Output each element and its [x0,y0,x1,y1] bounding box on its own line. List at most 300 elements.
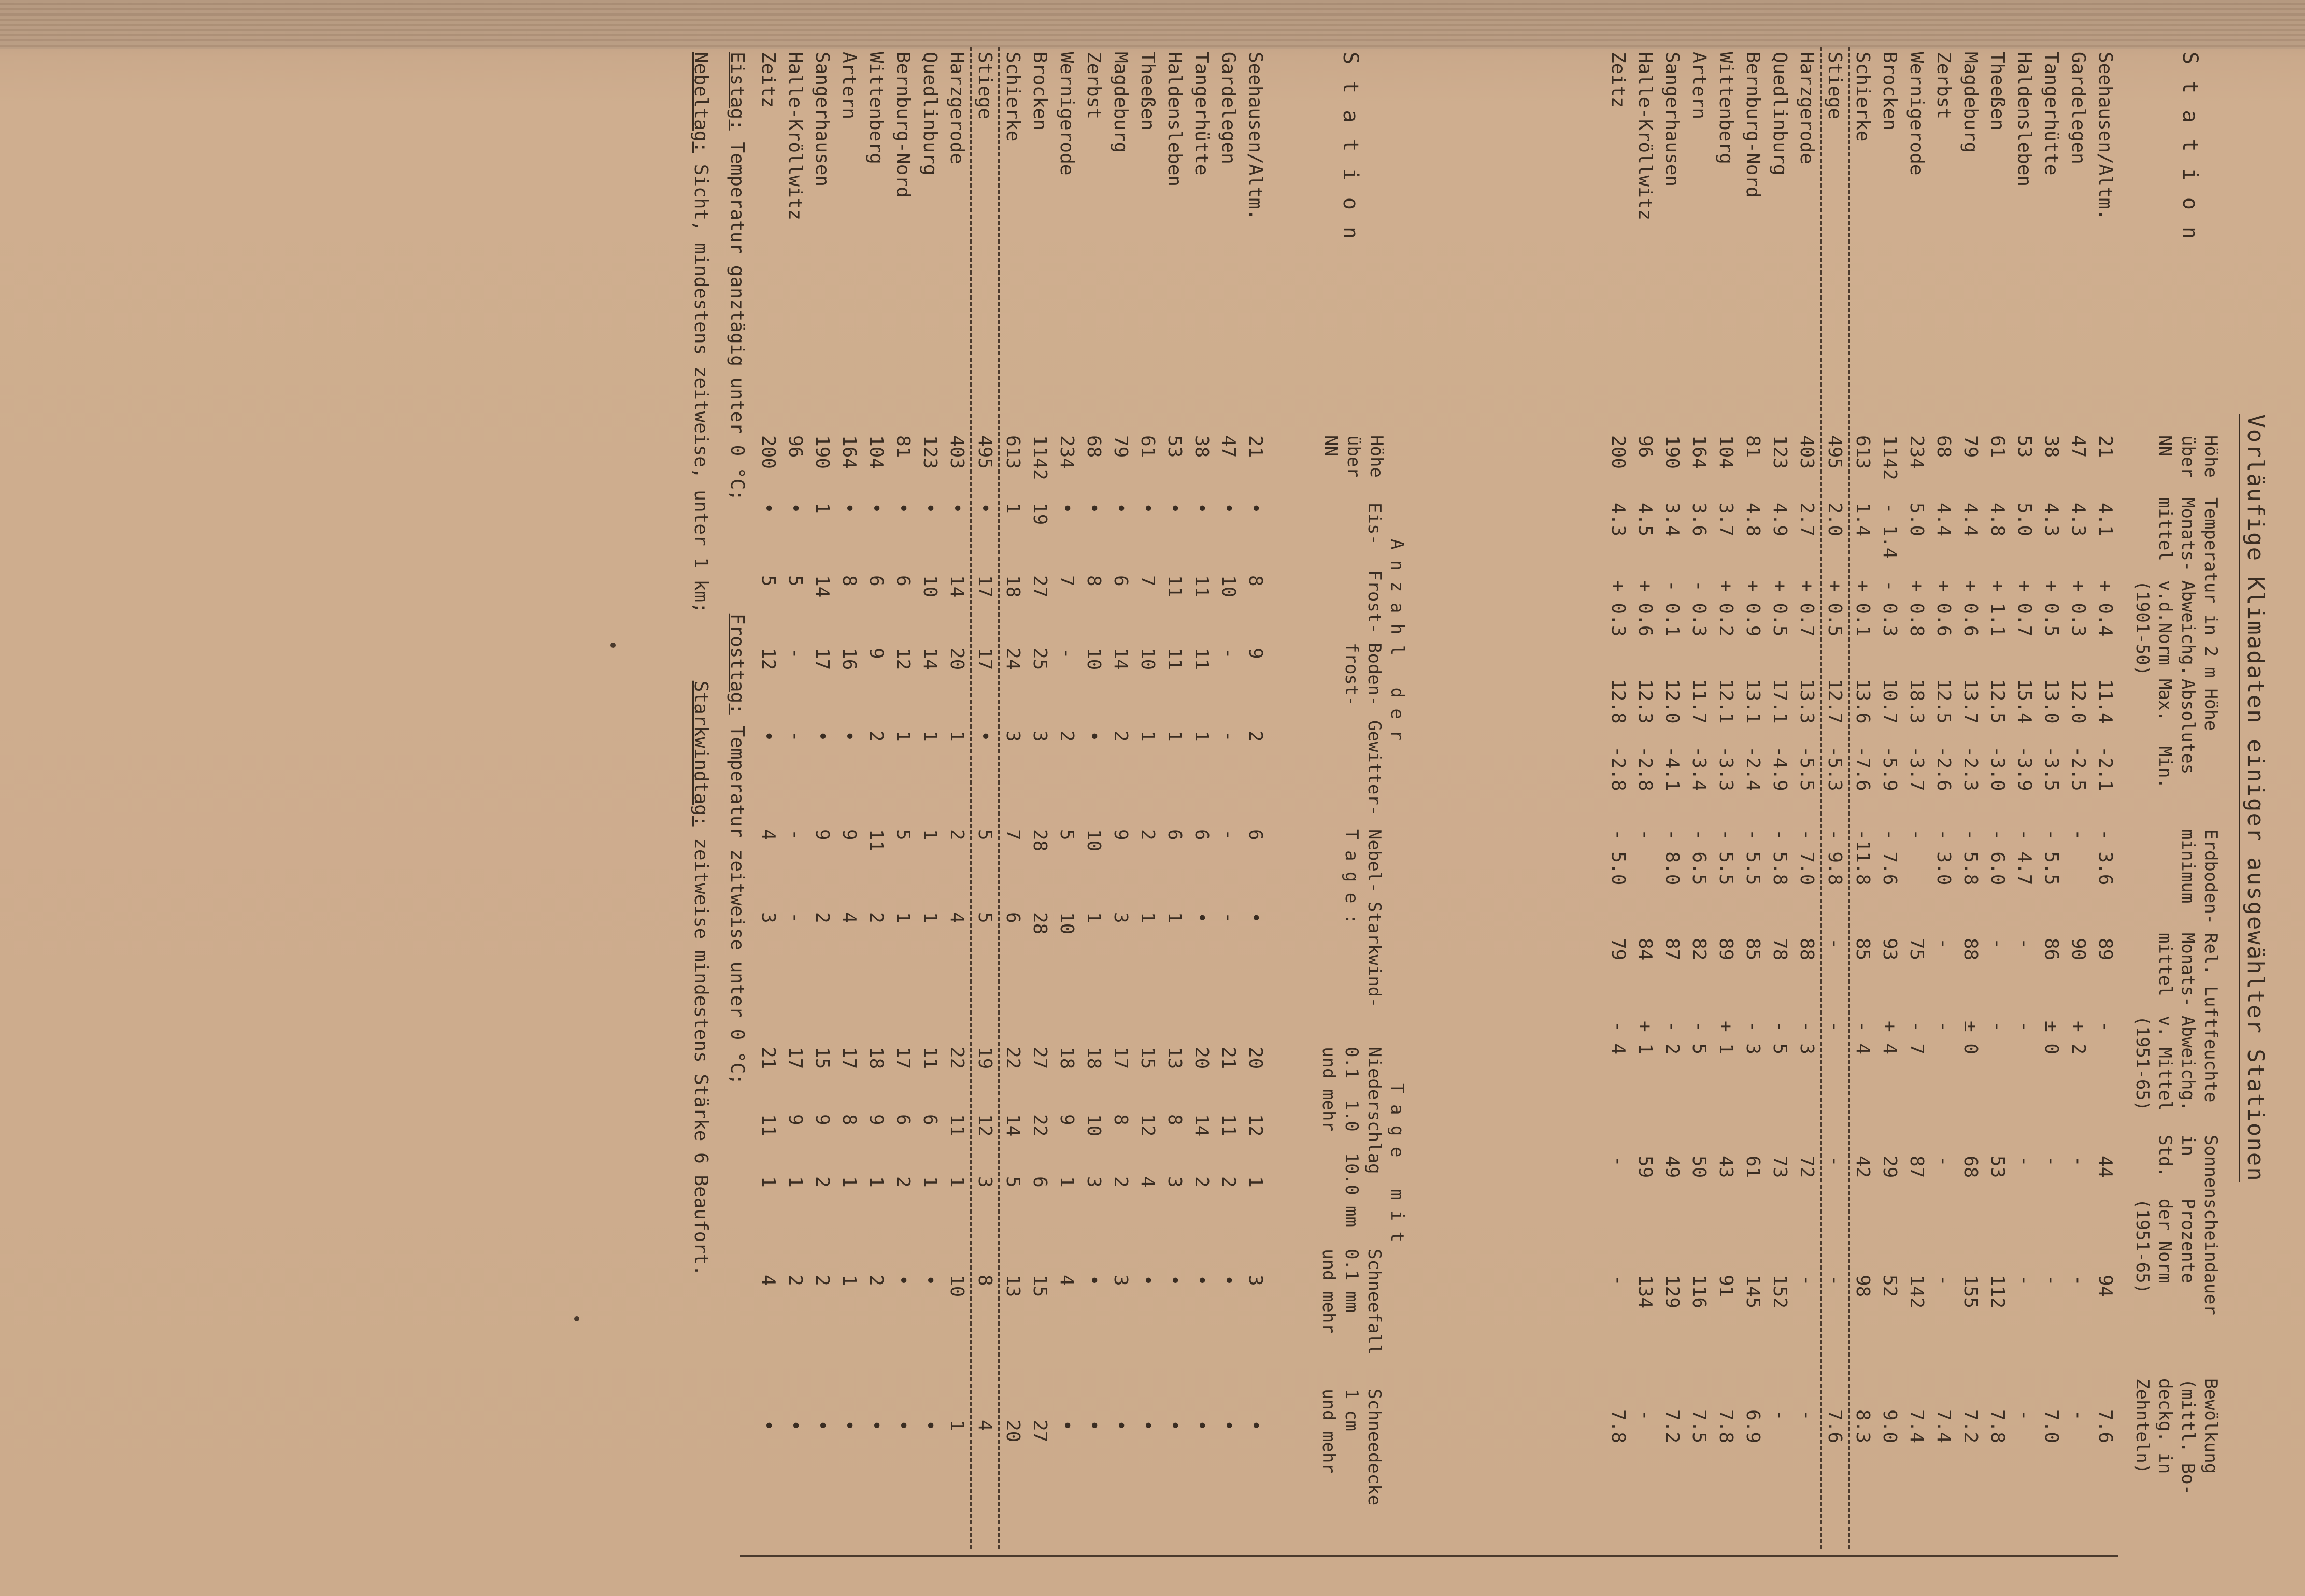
dashed-separator [998,47,1000,1549]
table-cell: 6 [892,1114,914,1125]
table-cell: 44 [2095,1156,2116,1178]
table-cell: • [1110,503,1131,514]
table-cell: 21 [1245,435,1266,458]
table-cell: 7.4 [1906,1409,1927,1444]
table-cell: 18 [865,1047,887,1070]
table-cell: - 4 [1607,1021,1629,1055]
table-cell: • [758,1420,779,1431]
table-cell: 12.7 [1824,679,1845,724]
table-row [1739,21,1766,1575]
table-cell: • [1191,912,1212,923]
table-cell: 73 [1769,1156,1790,1178]
table-cell: 10 [1083,829,1104,852]
table-cell: 43 [1715,1156,1737,1178]
table-cell: 8 [1110,1114,1131,1125]
table-cell: 123 [919,435,941,469]
table-cell: 6 [1110,575,1131,587]
table-cell: - 4.7 [2014,829,2035,886]
table-cell: 4 [946,912,967,923]
table-cell: 6 [1002,912,1023,923]
table-cell: 61 [1137,435,1158,458]
table-cell: 104 [865,435,887,469]
table-cell: -3.3 [1715,746,1737,791]
table-row [2091,21,2118,1575]
table-row [999,21,1026,1575]
table-cell: + 0.7 [2014,580,2035,637]
table-cell: 3.6 [1688,503,1710,537]
table-cell: 11 [1164,575,1185,598]
table-cell: 2 [1191,1176,1212,1188]
table-cell: 13.6 [1852,679,1873,724]
table-cell: 1 [758,1176,779,1188]
table-cell: 21 [758,1047,779,1070]
table-cell: 5 [974,829,995,840]
table-cell: 5 [1002,1176,1023,1188]
table-cell: 59 [1634,1156,1656,1178]
table-cell: 145 [1742,1275,1763,1309]
table-cell: - [1987,938,2008,949]
station-name: Wittenberg [865,52,887,164]
station-name: Gardelegen [2068,52,2089,164]
t2-gewitter-header: Gewitter- [1364,720,1385,816]
footer-line-2 [687,52,714,1276]
table-cell: 17 [785,1047,806,1070]
table-row [1161,21,1188,1575]
table-cell: + 0.5 [1824,580,1845,637]
t2-schneefall-header: Schneefall 0.1 mm und mehr [1318,1249,1385,1355]
table-cell: 14 [1002,1114,1023,1137]
table-cell: 85 [1852,938,1873,961]
station-name: Theeßen [1987,52,2008,131]
table-cell: 164 [1688,435,1710,469]
table-cell: 9 [865,648,887,659]
table-cell: 93 [1879,938,1900,961]
table-cell: 164 [838,435,860,469]
table-cell: 9 [1110,829,1131,840]
table-cell: 88 [1796,938,1817,961]
table-cell: -2.6 [1933,746,1954,791]
table-cell: • [865,1420,887,1431]
table-cell: • [1218,1420,1239,1431]
table-row [1242,21,1269,1575]
table-cell: 11 [1164,648,1185,671]
table-cell: 10 [1083,1114,1104,1137]
station-name: Sangerhausen [1661,52,1683,187]
station-name: Theeßen [1137,52,1158,131]
table-cell: -3.9 [2014,746,2035,791]
table-cell: 15 [1029,1275,1050,1298]
table-cell: 14 [1191,1114,1212,1137]
table-cell: 190 [1661,435,1683,469]
table-cell: -5.5 [1796,746,1817,791]
table-cell: - 3.0 [1933,829,1954,886]
table-cell: • [1137,1420,1158,1431]
table-cell: 7.4 [1933,1409,1954,1444]
table-cell: 20 [1191,1047,1212,1070]
table-cell: 86 [2041,938,2062,961]
table-cell: • [1191,1275,1212,1286]
table-row [1134,21,1161,1575]
table-cell: - 8.0 [1661,829,1683,886]
table-cell: 17 [892,1047,914,1070]
paper-speck [610,643,616,648]
table-cell: 8 [1083,575,1104,587]
table-cell: 8 [838,575,860,587]
table-cell: 10.7 [1879,679,1900,724]
frosttag-text: Temperatur zeitweise unter 0 °C; [727,714,748,1086]
table-cell: 7.0 [2041,1409,2062,1444]
table-row [1188,21,1215,1575]
station-name: Seehausen/Altm. [2095,52,2116,221]
table-cell: 4.4 [1933,503,1954,537]
table-row [1026,21,1053,1575]
table-cell: - [1824,1156,1845,1167]
table-cell: 1 [919,731,941,742]
footer-line-1 [723,52,750,1085]
table-cell: 25 [1029,648,1050,671]
climate-table-2 [755,21,1269,1575]
table-cell: • [838,503,860,514]
table-cell: -3.4 [1688,746,1710,791]
table-cell: 7 [1002,829,1023,840]
table-row [1849,21,1876,1575]
t1-min-header: Min. [2155,746,2175,789]
table-cell: 47 [2068,435,2089,458]
table-cell: • [1083,1420,1104,1431]
table-cell: 79 [1110,435,1131,458]
table-row [755,21,781,1575]
table-cell: 4 [1137,1176,1158,1188]
table-row [2038,21,2065,1575]
table-row [971,21,998,1575]
frosttag-label: Frosttag: [727,613,748,715]
table-cell: 17 [838,1047,860,1070]
table-cell: 20 [946,648,967,671]
table-cell: - [2068,1275,2089,1286]
table-cell: 2 [1110,731,1131,742]
table-cell: - 5.8 [1769,829,1790,886]
table-cell: 2 [946,829,967,840]
table-cell: 68 [1933,435,1954,458]
table-cell: 5 [785,575,806,587]
table-cell: 3 [1110,912,1131,923]
table-cell: - 0.1 [1661,580,1683,637]
table-cell: + 1 [1634,1021,1656,1055]
table-cell: • [1083,503,1104,514]
table-cell: - [2095,1021,2116,1032]
table-cell: 13 [1164,1047,1185,1070]
table-cell: - 3.6 [2095,829,2116,886]
table-cell: ± 0 [1960,1021,1981,1055]
table-cell: 5 [974,912,995,923]
table-cell: 6 [1191,829,1212,840]
table-cell: 12 [1245,1114,1266,1137]
table-cell: 1142 [1879,435,1900,480]
table-cell: - [1933,1156,1954,1167]
table-cell: 53 [2014,435,2035,458]
table-cell: • [1245,503,1266,514]
table-cell: 9 [812,1114,833,1125]
table-cell: -3.5 [2041,746,2062,791]
table-cell: 112 [1987,1275,2008,1309]
table-cell: 7.8 [1715,1409,1737,1444]
table-cell: • [838,1420,860,1431]
table-cell: • [892,1275,914,1286]
table-cell: • [892,1420,914,1431]
table-cell: 89 [1715,938,1737,961]
table-cell: 11 [865,829,887,852]
table-cell: 11 [1191,648,1212,671]
table-cell: 16 [838,648,860,671]
table-cell: 403 [1796,435,1817,469]
table-cell: 27 [1029,1047,1050,1070]
table-cell: 403 [946,435,967,469]
t2-frost-header: Frost- [1364,570,1385,634]
station-name: Schierke [1852,52,1873,142]
table-row [889,21,916,1575]
t2-tage-mit-header: T a g e m i t [1387,1083,1407,1243]
table-cell: 7.8 [1607,1409,1629,1444]
table-cell: - [1824,938,1845,949]
table-cell: 7 [1056,575,1077,587]
table-cell: 61 [1742,1156,1763,1178]
t2-starkwind-header: Starkwind- [1364,902,1385,1008]
table-cell: - [785,829,806,840]
table-cell: 5.0 [2014,503,2035,537]
table-cell: 24 [1002,648,1023,671]
table-cell: • [919,1275,941,1286]
table-row [1712,21,1739,1575]
table-cell: 200 [758,435,779,469]
table-cell: 1 [1164,731,1185,742]
table-cell: • [812,731,833,742]
station-name: Bernburg-Nord [1742,52,1763,198]
table-cell: 11.4 [2095,679,2116,724]
table-cell: • [1245,912,1266,923]
table-cell: • [785,1420,806,1431]
table-cell: 2.0 [1824,503,1845,537]
table-cell: 1 [946,1420,967,1431]
station-name: Magdeburg [1110,52,1131,153]
table-cell: 7.8 [1987,1409,2008,1444]
station-name: Bernburg-Nord [892,52,914,198]
table-cell: 22 [1002,1047,1023,1070]
table-cell: 12 [758,648,779,671]
table-cell: -2.5 [2068,746,2089,791]
table-cell: • [1137,503,1158,514]
table-cell: 1 [919,1176,941,1188]
t1-abweichung-header: Abweichg. v.d.Norm (1901-50) [2132,580,2198,676]
table-cell: 9 [1245,648,1266,659]
table-cell: 14 [946,575,967,598]
table-cell: 10 [919,575,941,598]
table-cell: 10 [1056,912,1077,935]
table-cell: 104 [1715,435,1737,469]
table-cell: - [1218,912,1239,923]
station-name: Artern [1688,52,1710,120]
table-cell: - 5.5 [1715,829,1737,886]
table-cell: 1 [1137,731,1158,742]
table-cell: 14 [919,648,941,671]
table-cell: 6.9 [1742,1409,1763,1444]
eistag-label: Eistag: [727,52,748,131]
table-cell: - 0.3 [1879,580,1900,637]
table-cell: 2 [865,1275,887,1286]
paper-speck [574,1316,579,1321]
table-cell: 20 [1245,1047,1266,1070]
table-cell: 3 [1245,1275,1266,1286]
table-cell: - [1218,648,1239,659]
table-cell: • [1083,731,1104,742]
table-cell: - [2014,1021,2035,1032]
table-cell: 8 [1164,1114,1185,1125]
table-cell: 2 [1218,1176,1239,1188]
table-cell: + 0.6 [1933,580,1954,637]
table-cell: 9 [812,829,833,840]
table-cell: -5.9 [1879,746,1900,791]
table-cell: -2.8 [1634,746,1656,791]
table-cell: + 0.3 [1607,580,1629,637]
table-cell: - 7.0 [1796,829,1817,886]
t2-nebel-header: Nebel- [1364,829,1385,893]
table-cell: - [2014,1409,2035,1421]
table-cell: -4.1 [1661,746,1683,791]
station-name: Harzgerode [946,52,967,164]
table-cell: 84 [1634,938,1656,961]
table-cell: 19 [974,1047,995,1070]
table-cell: - 6.5 [1688,829,1710,886]
table-cell: - [2041,1156,2062,1167]
table-cell: 1 [892,731,914,742]
table-cell: - 5 [1688,1021,1710,1055]
table-cell: 1 [838,1176,860,1188]
table-cell: - [1824,1021,1845,1032]
table-cell: • [1164,1420,1185,1431]
dashed-separator [970,47,972,1549]
t2-bodenfrost-header: Boden- frost- [1341,643,1385,706]
table-cell: 85 [1742,938,1763,961]
table-cell: • [919,503,941,514]
station-name: Zeitz [758,52,779,108]
table-cell: 12.1 [1715,679,1737,724]
table-cell: + 0.4 [2095,580,2116,637]
station-name: Wittenberg [1715,52,1737,164]
table-cell: 89 [2095,938,2116,961]
table-cell: 152 [1769,1275,1790,1309]
table-cell: 7.5 [1688,1409,1710,1444]
table-cell: - 5.0 [1607,829,1629,886]
table-cell: - 3 [1796,1021,1817,1055]
table-cell: 21 [1218,1047,1239,1070]
table-cell: 8.3 [1852,1409,1873,1444]
table-cell: -11.8 [1852,829,1873,886]
table-cell: • [1191,1420,1212,1431]
table-cell: • [1137,1275,1158,1286]
table-cell: 18 [1083,1047,1104,1070]
table-cell: 234 [1906,435,1927,469]
table-cell: 6 [1164,829,1185,840]
table-cell: - 7 [1906,1021,1927,1055]
table-cell: • [758,503,779,514]
t1-station-header: S t a t i o n [2178,52,2202,241]
station-name: Schierke [1002,52,1023,142]
table-cell: 129 [1661,1275,1683,1309]
table-cell: • [974,503,995,514]
table-cell: -2.1 [2095,746,2116,791]
t2-anzahl-header: A n z a h l d e r [1387,539,1407,740]
table-cell: + 4 [1879,1021,1900,1055]
table-cell: 4.3 [1607,503,1629,537]
table-cell: 13.0 [2041,679,2062,724]
table-cell: 613 [1002,435,1023,469]
table-row [1658,21,1685,1575]
table-cell: 116 [1688,1275,1710,1309]
table-cell: 11 [946,1114,967,1137]
table-cell: -7.6 [1852,746,1873,791]
table-cell: 94 [2095,1275,2116,1298]
table-row [1080,21,1107,1575]
table-cell: 2 [1110,1176,1131,1188]
t2-niederschlag-header: Niederschlag 0.1 1.0 10.0 mm und mehr [1318,1047,1385,1227]
table-cell: • [892,503,914,514]
table-cell: 13 [1002,1275,1023,1298]
table-cell: 88 [1960,938,1981,961]
table-cell: 91 [1715,1275,1737,1298]
table-cell: + 2 [2068,1021,2089,1055]
station-name: Brocken [1879,52,1900,131]
table-cell: 5.0 [1906,503,1927,537]
t1-luftfeuchte-group-header: Rel. Luftfeuchte [2200,933,2221,1103]
table-cell: 11 [919,1047,941,1070]
table-cell: + 1 [1715,1021,1737,1055]
table-cell: + 0.1 [1852,580,1873,637]
table-cell: 2.7 [1796,503,1817,537]
table-cell: 52 [1879,1275,1900,1298]
nebeltag-text: Sicht, mindestens zeitweise, unter 1 km; [690,153,712,614]
table-cell: 28 [1029,829,1050,852]
table-cell: 79 [1607,938,1629,961]
table-cell: 8 [838,1114,860,1125]
table-row [916,21,943,1575]
table-cell: - [1933,938,1954,949]
table-cell: -3.0 [1987,746,2008,791]
table-cell: 1 [1191,731,1212,742]
table-cell: 1 [946,1176,967,1188]
table-cell: 15 [1137,1047,1158,1070]
station-name: Wernigerode [1056,52,1077,176]
station-name: Sangerhausen [812,52,833,187]
table-cell: 4.4 [1960,503,1981,537]
table-cell: 17 [812,648,833,671]
table-cell: 4 [758,1275,779,1286]
table-row [835,21,862,1575]
table-cell: 3 [758,912,779,923]
table-cell: 27 [1029,1420,1050,1443]
table-cell: 10 [1083,648,1104,671]
table-cell: 15.4 [2014,679,2035,724]
table-cell: - [1796,1409,1817,1421]
table-cell: - [1906,829,1927,840]
table-cell: • [1083,1275,1104,1286]
table-cell: 2 [865,731,887,742]
table-cell: 1 [785,1176,806,1188]
table-row [808,21,835,1575]
table-cell: - [1607,1275,1629,1286]
table-row [1631,21,1658,1575]
table-cell: 11 [758,1114,779,1137]
table-cell: + 0.3 [2068,580,2089,637]
table-cell: 3 [1083,1176,1104,1188]
